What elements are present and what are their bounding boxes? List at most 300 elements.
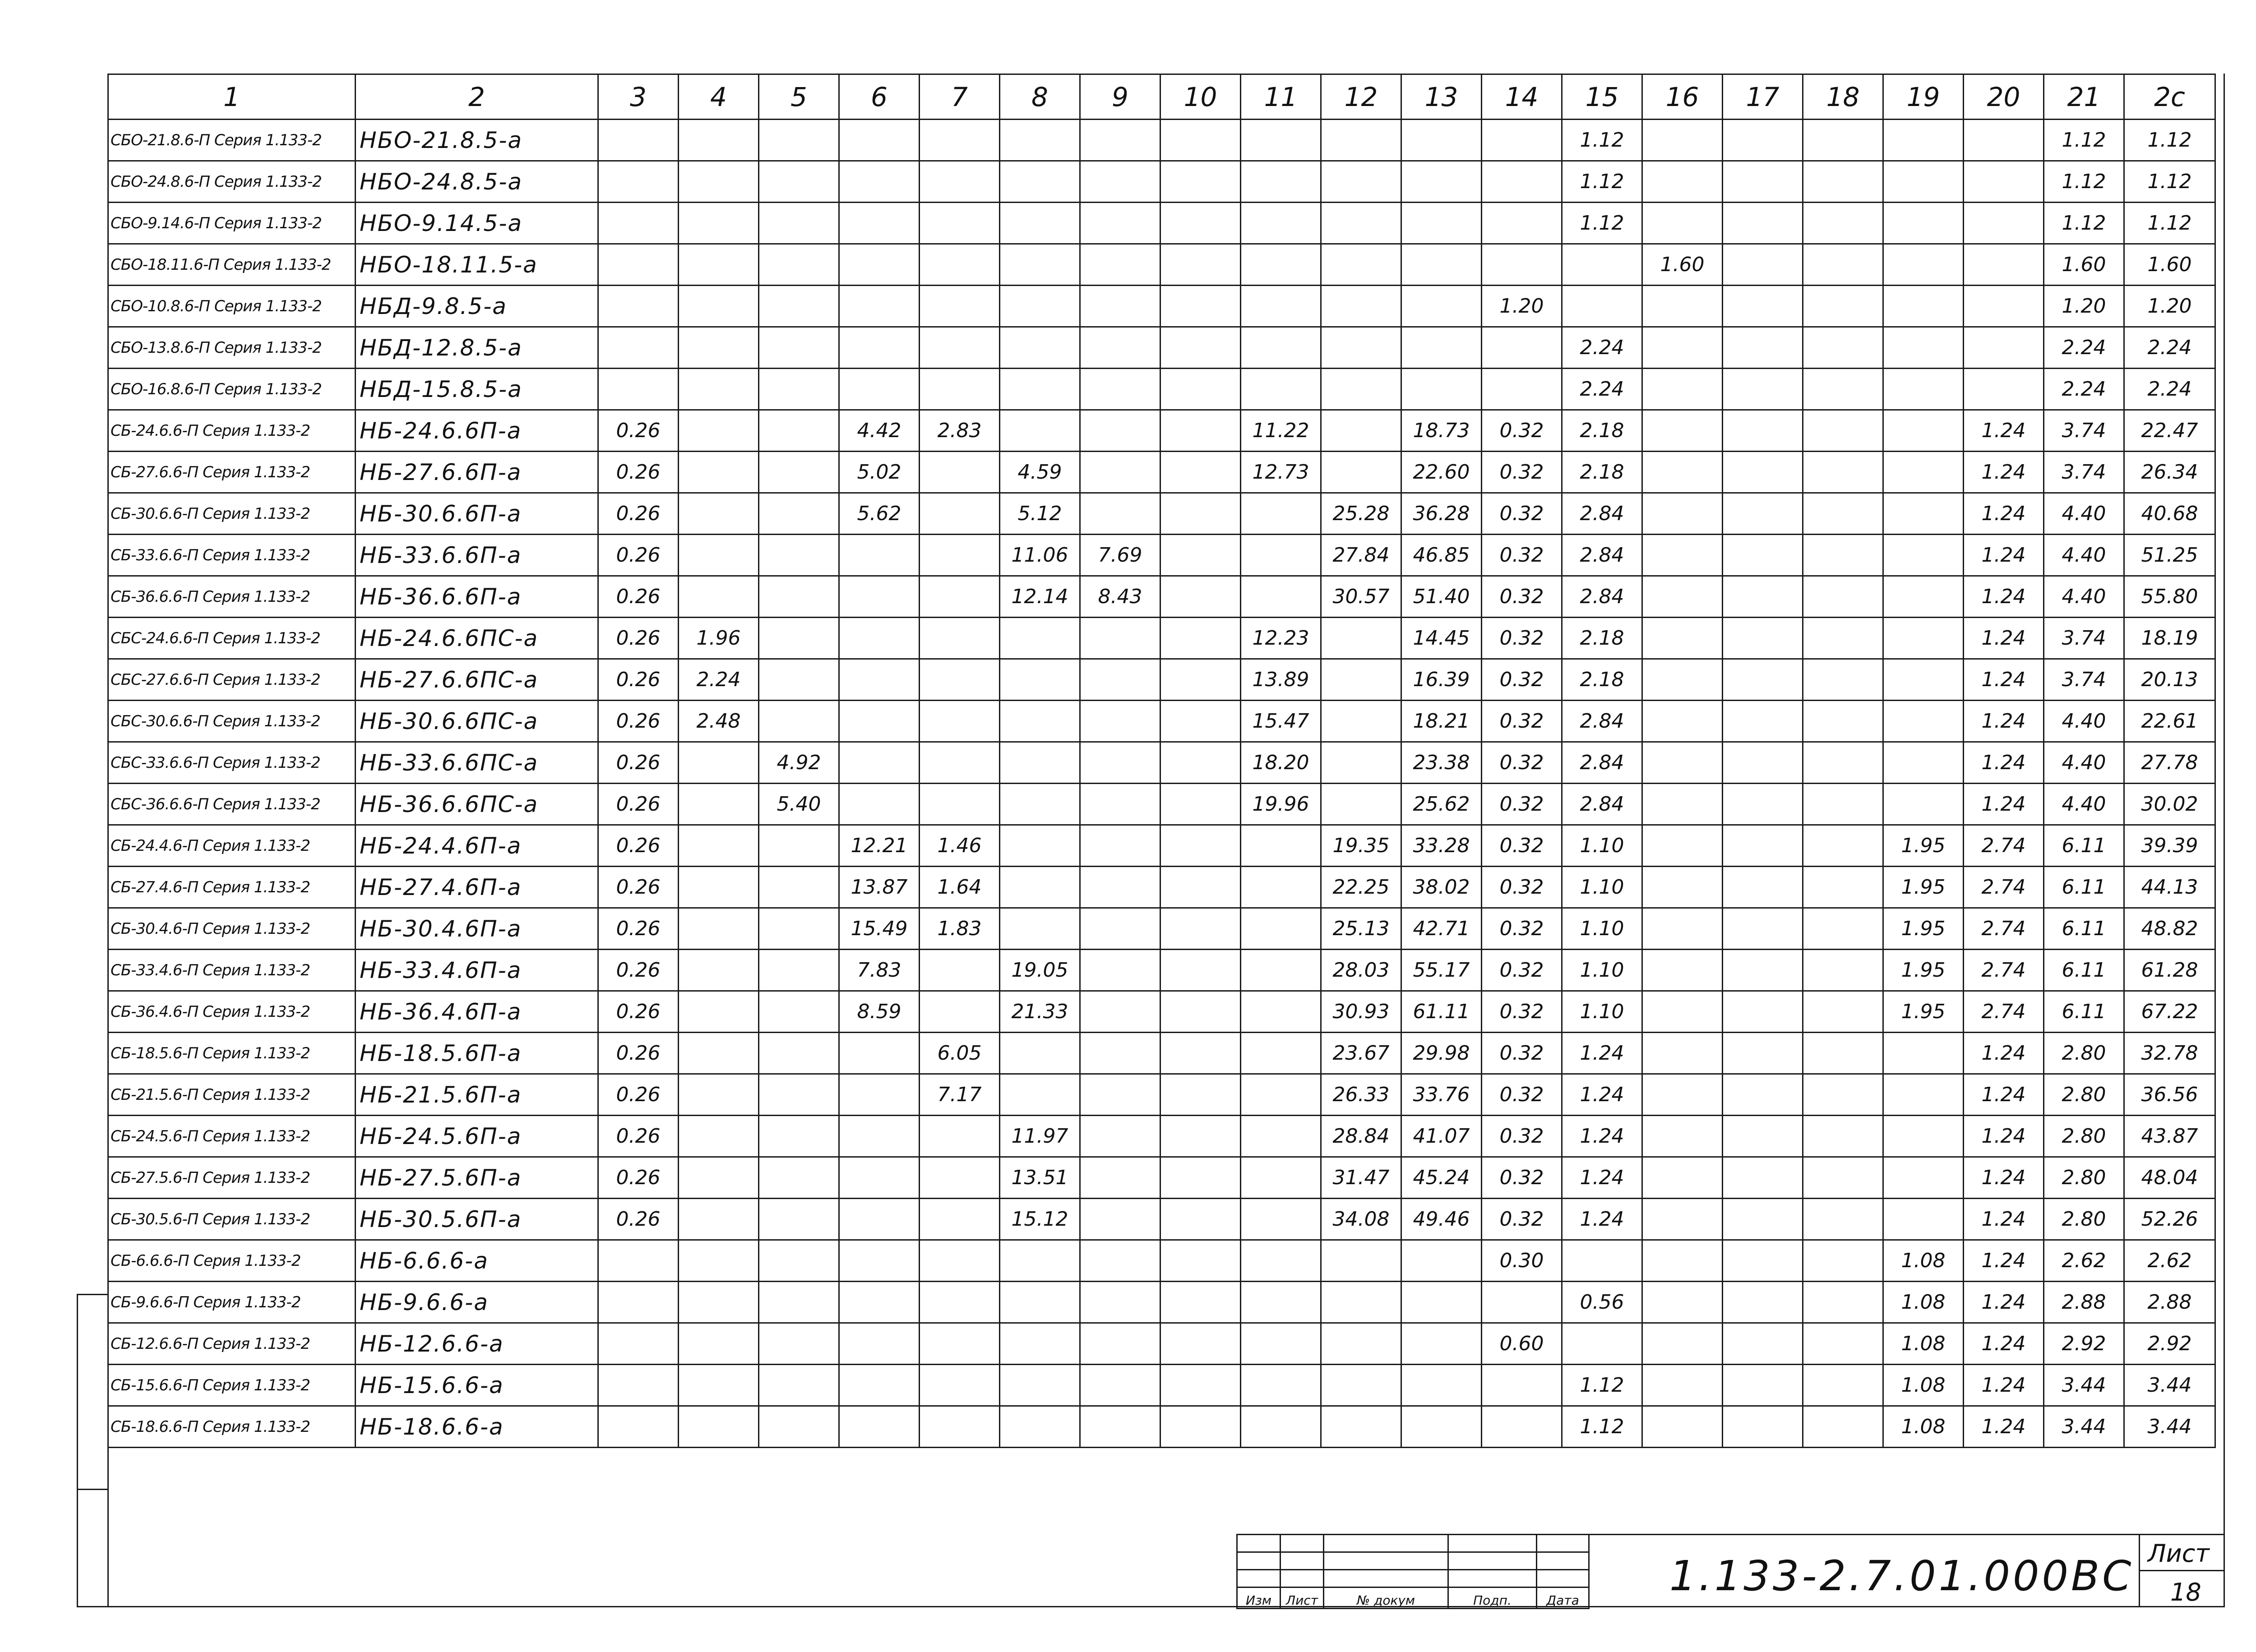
quantity-cell [1883, 161, 1964, 203]
quantity-cell [1000, 369, 1080, 410]
quantity-cell [839, 1074, 920, 1116]
quantity-cell [1241, 327, 1321, 369]
quantity-cell: 31.47 [1321, 1157, 1401, 1199]
table-row [108, 410, 2215, 452]
quantity-cell: 55.80 [2124, 576, 2215, 618]
quantity-cell: 51.40 [1401, 576, 1482, 618]
quantity-cell [679, 908, 759, 950]
quantity-cell [839, 535, 920, 576]
table-row [108, 908, 2215, 950]
quantity-cell [1803, 1240, 1883, 1282]
quantity-cell: 1.83 [920, 908, 1000, 950]
assembly-mark-cell: СБ-33.6.6-П Серия 1.133-2 [108, 535, 356, 576]
quantity-cell: 3.44 [2044, 1406, 2124, 1448]
quantity-cell: 52.26 [2124, 1199, 2215, 1240]
quantity-cell: 1.08 [1883, 1406, 1964, 1448]
quantity-cell [759, 1033, 839, 1074]
quantity-cell [1723, 493, 1803, 535]
quantity-cell: 2.24 [679, 659, 759, 701]
quantity-cell: 0.26 [598, 908, 679, 950]
quantity-cell: 1.24 [1964, 410, 2044, 452]
quantity-cell [1000, 161, 1080, 203]
quantity-cell [1080, 1240, 1160, 1282]
quantity-cell [839, 1033, 920, 1074]
quantity-cell [598, 286, 679, 327]
quantity-cell: 1.95 [1883, 991, 1964, 1033]
column-header-16: 16 [1642, 74, 1723, 120]
assembly-mark-cell: СБО-18.11.6-П Серия 1.133-2 [108, 244, 356, 286]
quantity-cell [1241, 493, 1321, 535]
quantity-cell: 1.24 [1964, 535, 2044, 576]
quantity-cell: 1.24 [1964, 452, 2044, 493]
quantity-cell [839, 784, 920, 825]
quantity-cell [598, 203, 679, 244]
quantity-cell: 0.26 [598, 493, 679, 535]
quantity-cell: 1.10 [1562, 825, 1642, 867]
table-row [108, 1033, 2215, 1074]
quantity-cell: 11.06 [1000, 535, 1080, 576]
column-header-4: 4 [679, 74, 759, 120]
quantity-cell [1241, 950, 1321, 991]
quantity-cell [759, 618, 839, 659]
quantity-cell [1642, 1406, 1723, 1448]
quantity-cell [679, 203, 759, 244]
quantity-cell [1080, 410, 1160, 452]
quantity-cell [679, 1240, 759, 1282]
quantity-cell [839, 1199, 920, 1240]
quantity-cell [1883, 286, 1964, 327]
quantity-cell [1160, 410, 1241, 452]
quantity-cell [1000, 1282, 1080, 1323]
quantity-cell [1723, 950, 1803, 991]
quantity-cell [1723, 1157, 1803, 1199]
quantity-cell: 4.42 [839, 410, 920, 452]
quantity-cell [1000, 1033, 1080, 1074]
quantity-cell: 1.12 [1562, 203, 1642, 244]
quantity-cell: 4.40 [2044, 742, 2124, 784]
assembly-mark-cell: СБ-30.4.6-П Серия 1.133-2 [108, 908, 356, 950]
quantity-cell: 61.28 [2124, 950, 2215, 991]
quantity-cell: 32.78 [2124, 1033, 2215, 1074]
quantity-cell: 30.57 [1321, 576, 1401, 618]
quantity-cell [1723, 1406, 1803, 1448]
column-header-18: 18 [1803, 74, 1883, 120]
table-row [108, 120, 2215, 161]
quantity-cell [679, 286, 759, 327]
table-row [108, 327, 2215, 369]
quantity-cell: 2.18 [1562, 659, 1642, 701]
quantity-cell [1723, 203, 1803, 244]
table-row [108, 825, 2215, 867]
quantity-cell [1642, 286, 1723, 327]
quantity-cell: 3.44 [2124, 1406, 2215, 1448]
quantity-cell: 1.24 [1964, 701, 2044, 742]
quantity-cell [1482, 327, 1562, 369]
quantity-cell: 0.32 [1482, 1033, 1562, 1074]
quantity-cell: 6.05 [920, 1033, 1000, 1074]
quantity-cell: 20.13 [2124, 659, 2215, 701]
quantity-cell [1642, 1365, 1723, 1406]
column-header-15: 15 [1562, 74, 1642, 120]
element-mark-cell: НБ-27.4.6П-а [356, 867, 598, 908]
quantity-cell: 6.11 [2044, 867, 2124, 908]
quantity-cell: 27.84 [1321, 535, 1401, 576]
assembly-mark-cell: СБ-27.5.6-П Серия 1.133-2 [108, 1157, 356, 1199]
quantity-cell [1803, 452, 1883, 493]
element-mark-cell: НБ-6.6.6-а [356, 1240, 598, 1282]
quantity-cell: 40.68 [2124, 493, 2215, 535]
quantity-cell [1080, 120, 1160, 161]
quantity-cell: 18.20 [1241, 742, 1321, 784]
quantity-cell: 0.26 [598, 1116, 679, 1157]
quantity-cell: 44.13 [2124, 867, 2215, 908]
quantity-cell [1562, 1323, 1642, 1365]
quantity-cell [679, 120, 759, 161]
quantity-cell: 1.60 [2124, 244, 2215, 286]
table-row [108, 1406, 2215, 1448]
quantity-cell [1883, 784, 1964, 825]
quantity-cell: 0.26 [598, 1157, 679, 1199]
quantity-cell [1883, 369, 1964, 410]
quantity-cell [1080, 1365, 1160, 1406]
quantity-cell [1883, 452, 1964, 493]
quantity-cell: 6.11 [2044, 991, 2124, 1033]
assembly-mark-cell: СБО-21.8.6-П Серия 1.133-2 [108, 120, 356, 161]
quantity-cell [598, 369, 679, 410]
quantity-cell [1241, 908, 1321, 950]
quantity-cell: 15.47 [1241, 701, 1321, 742]
quantity-cell [1723, 535, 1803, 576]
quantity-cell: 67.22 [2124, 991, 2215, 1033]
quantity-cell [679, 867, 759, 908]
quantity-cell [1883, 1199, 1964, 1240]
quantity-cell [1883, 327, 1964, 369]
quantity-cell: 2.80 [2044, 1157, 2124, 1199]
element-mark-cell: НБ-30.6.6П-а [356, 493, 598, 535]
quantity-cell [679, 1406, 759, 1448]
quantity-cell: 1.20 [2124, 286, 2215, 327]
table-row [108, 203, 2215, 244]
quantity-cell [1160, 535, 1241, 576]
element-mark-cell: НБ-15.6.6-а [356, 1365, 598, 1406]
quantity-cell: 4.40 [2044, 535, 2124, 576]
quantity-cell: 0.26 [598, 950, 679, 991]
quantity-cell [598, 1406, 679, 1448]
quantity-cell [920, 1116, 1000, 1157]
quantity-cell: 0.26 [598, 576, 679, 618]
quantity-cell [1803, 1365, 1883, 1406]
quantity-cell: 2.80 [2044, 1074, 2124, 1116]
quantity-cell: 2.84 [1562, 576, 1642, 618]
quantity-cell [1642, 991, 1723, 1033]
quantity-cell: 3.44 [2044, 1365, 2124, 1406]
quantity-cell [759, 286, 839, 327]
quantity-cell: 19.35 [1321, 825, 1401, 867]
column-header-1: 1 [108, 74, 356, 120]
quantity-cell [920, 1282, 1000, 1323]
quantity-cell [1160, 369, 1241, 410]
quantity-cell [598, 244, 679, 286]
quantity-cell: 2.80 [2044, 1199, 2124, 1240]
quantity-cell [1321, 120, 1401, 161]
quantity-cell [1883, 701, 1964, 742]
quantity-cell: 16.39 [1401, 659, 1482, 701]
quantity-cell: 18.73 [1401, 410, 1482, 452]
quantity-cell [1883, 203, 1964, 244]
quantity-cell [679, 1199, 759, 1240]
quantity-cell [1401, 327, 1482, 369]
quantity-cell [1080, 1323, 1160, 1365]
table-row [108, 161, 2215, 203]
quantity-cell [1803, 120, 1883, 161]
quantity-cell: 5.40 [759, 784, 839, 825]
quantity-cell [1723, 867, 1803, 908]
table-row [108, 244, 2215, 286]
quantity-cell [759, 1406, 839, 1448]
quantity-cell [1241, 1282, 1321, 1323]
quantity-cell [1642, 410, 1723, 452]
quantity-cell [1803, 161, 1883, 203]
element-mark-cell: НБ-30.5.6П-а [356, 1199, 598, 1240]
quantity-cell [1160, 493, 1241, 535]
column-header-22: 2c [2124, 74, 2215, 120]
quantity-cell [759, 120, 839, 161]
quantity-cell: 0.32 [1482, 493, 1562, 535]
quantity-cell [1401, 161, 1482, 203]
element-mark-cell: НБ-12.6.6-а [356, 1323, 598, 1365]
quantity-cell [759, 1323, 839, 1365]
quantity-cell: 21.33 [1000, 991, 1080, 1033]
quantity-cell [598, 1365, 679, 1406]
quantity-cell [1401, 1365, 1482, 1406]
quantity-cell [598, 120, 679, 161]
quantity-cell: 0.32 [1482, 1116, 1562, 1157]
document-number: 1.133-2.7.01.000ВС [1669, 1552, 2134, 1600]
quantity-cell [920, 1157, 1000, 1199]
quantity-cell: 2.74 [1964, 867, 2044, 908]
quantity-cell [1642, 161, 1723, 203]
quantity-cell [1562, 1240, 1642, 1282]
quantity-cell [1160, 1074, 1241, 1116]
quantity-cell: 4.40 [2044, 701, 2124, 742]
assembly-mark-cell: СБ-9.6.6-П Серия 1.133-2 [108, 1282, 356, 1323]
quantity-cell [1723, 161, 1803, 203]
quantity-cell: 0.26 [598, 410, 679, 452]
quantity-cell: 25.62 [1401, 784, 1482, 825]
quantity-cell: 22.47 [2124, 410, 2215, 452]
quantity-cell [1642, 1074, 1723, 1116]
quantity-cell [1000, 1240, 1080, 1282]
quantity-cell: 30.02 [2124, 784, 2215, 825]
assembly-mark-cell: СБ-36.6.6-П Серия 1.133-2 [108, 576, 356, 618]
assembly-mark-cell: СБС-24.6.6-П Серия 1.133-2 [108, 618, 356, 659]
quantity-cell: 2.18 [1562, 618, 1642, 659]
quantity-cell [679, 742, 759, 784]
assembly-mark-cell: СБО-10.8.6-П Серия 1.133-2 [108, 286, 356, 327]
quantity-cell [920, 327, 1000, 369]
quantity-cell: 4.92 [759, 742, 839, 784]
quantity-cell [1803, 742, 1883, 784]
quantity-cell [1642, 576, 1723, 618]
quantity-cell [1000, 825, 1080, 867]
quantity-cell: 7.83 [839, 950, 920, 991]
quantity-cell: 12.23 [1241, 618, 1321, 659]
quantity-cell [1241, 369, 1321, 410]
quantity-cell [1160, 161, 1241, 203]
quantity-cell: 0.32 [1482, 867, 1562, 908]
quantity-cell [1321, 203, 1401, 244]
quantity-cell: 2.80 [2044, 1116, 2124, 1157]
quantity-cell [1160, 1033, 1241, 1074]
quantity-cell [679, 1323, 759, 1365]
quantity-cell: 0.26 [598, 867, 679, 908]
quantity-cell [1080, 493, 1160, 535]
quantity-cell [1723, 286, 1803, 327]
sheet-number: 18 [2170, 1578, 2201, 1606]
quantity-cell: 29.98 [1401, 1033, 1482, 1074]
quantity-cell: 1.64 [920, 867, 1000, 908]
quantity-cell [1080, 161, 1160, 203]
table-row [108, 701, 2215, 742]
quantity-cell [1482, 1365, 1562, 1406]
quantity-cell: 5.12 [1000, 493, 1080, 535]
element-mark-cell: НБО-24.8.5-а [356, 161, 598, 203]
quantity-cell: 1.10 [1562, 908, 1642, 950]
quantity-cell [1803, 369, 1883, 410]
quantity-cell [920, 576, 1000, 618]
quantity-cell [1642, 742, 1723, 784]
column-header-12: 12 [1321, 74, 1401, 120]
element-mark-cell: НБ-24.6.6ПС-а [356, 618, 598, 659]
quantity-cell: 1.24 [1964, 1116, 2044, 1157]
quantity-cell: 36.56 [2124, 1074, 2215, 1116]
quantity-cell [1883, 493, 1964, 535]
quantity-cell: 49.46 [1401, 1199, 1482, 1240]
quantity-cell [1321, 742, 1401, 784]
quantity-cell [679, 1365, 759, 1406]
quantity-cell [839, 120, 920, 161]
quantity-cell: 27.78 [2124, 742, 2215, 784]
quantity-cell [759, 659, 839, 701]
quantity-cell: 11.22 [1241, 410, 1321, 452]
quantity-cell: 28.03 [1321, 950, 1401, 991]
quantity-cell: 0.26 [598, 1074, 679, 1116]
column-header-14: 14 [1482, 74, 1562, 120]
column-header-8: 8 [1000, 74, 1080, 120]
quantity-cell [679, 369, 759, 410]
quantity-cell [1964, 244, 2044, 286]
quantity-cell [1160, 742, 1241, 784]
stamp-label-sign: Подп. [1448, 1587, 1537, 1609]
quantity-cell [1723, 1199, 1803, 1240]
quantity-cell [1642, 1157, 1723, 1199]
quantity-cell [1964, 286, 2044, 327]
quantity-cell [920, 1323, 1000, 1365]
bottom-frame-line [77, 1606, 2224, 1607]
quantity-cell [839, 161, 920, 203]
quantity-cell: 1.24 [1562, 1199, 1642, 1240]
quantity-cell [1642, 659, 1723, 701]
element-mark-cell: НБД-12.8.5-а [356, 327, 598, 369]
quantity-cell [1723, 327, 1803, 369]
quantity-cell [1241, 1365, 1321, 1406]
quantity-cell: 0.32 [1482, 659, 1562, 701]
quantity-cell [1160, 203, 1241, 244]
quantity-cell [1080, 1116, 1160, 1157]
quantity-cell: 6.11 [2044, 825, 2124, 867]
quantity-cell [1803, 535, 1883, 576]
quantity-cell [1482, 369, 1562, 410]
quantity-cell [759, 1282, 839, 1323]
quantity-cell: 2.92 [2124, 1323, 2215, 1365]
right-frame-line [2224, 74, 2225, 1607]
quantity-cell [839, 576, 920, 618]
quantity-cell [1160, 618, 1241, 659]
quantity-cell: 1.95 [1883, 908, 1964, 950]
quantity-cell [759, 908, 839, 950]
assembly-mark-cell: СБС-27.6.6-П Серия 1.133-2 [108, 659, 356, 701]
quantity-cell: 12.14 [1000, 576, 1080, 618]
quantity-cell [920, 950, 1000, 991]
table-row [108, 286, 2215, 327]
quantity-cell: 1.46 [920, 825, 1000, 867]
element-mark-cell: НБ-33.4.6П-а [356, 950, 598, 991]
column-header-5: 5 [759, 74, 839, 120]
quantity-cell: 1.12 [2044, 120, 2124, 161]
quantity-cell [1241, 286, 1321, 327]
quantity-cell [1642, 701, 1723, 742]
quantity-cell: 13.87 [839, 867, 920, 908]
margin-tick-top [77, 1294, 108, 1295]
quantity-cell: 0.26 [598, 659, 679, 701]
assembly-mark-cell: СБ-36.4.6-П Серия 1.133-2 [108, 991, 356, 1033]
quantity-cell [1964, 369, 2044, 410]
quantity-cell [1080, 286, 1160, 327]
quantity-cell [1964, 161, 2044, 203]
quantity-cell [839, 701, 920, 742]
quantity-cell [679, 1074, 759, 1116]
quantity-cell [1241, 535, 1321, 576]
quantity-cell: 1.24 [1964, 493, 2044, 535]
quantity-cell [920, 120, 1000, 161]
stamp-label-date: Дата [1537, 1587, 1589, 1609]
quantity-cell [1241, 1116, 1321, 1157]
element-mark-cell: НБ-36.6.6ПС-а [356, 784, 598, 825]
quantity-cell [920, 1406, 1000, 1448]
table-body [108, 120, 2215, 1448]
quantity-cell [1883, 120, 1964, 161]
element-mark-cell: НБО-21.8.5-а [356, 120, 598, 161]
quantity-cell [1000, 908, 1080, 950]
quantity-cell: 1.24 [1562, 1157, 1642, 1199]
quantity-cell: 0.32 [1482, 1157, 1562, 1199]
column-header-7: 7 [920, 74, 1000, 120]
table-row [108, 576, 2215, 618]
quantity-cell: 0.60 [1482, 1323, 1562, 1365]
quantity-cell [1401, 286, 1482, 327]
quantity-cell: 0.32 [1482, 784, 1562, 825]
quantity-cell [679, 1116, 759, 1157]
quantity-cell [1000, 618, 1080, 659]
table-row [108, 950, 2215, 991]
quantity-cell [1321, 452, 1401, 493]
quantity-cell [920, 203, 1000, 244]
quantity-cell [1803, 1074, 1883, 1116]
quantity-cell: 0.32 [1482, 742, 1562, 784]
quantity-cell: 1.24 [1964, 1365, 2044, 1406]
quantity-cell: 3.74 [2044, 410, 2124, 452]
quantity-cell: 38.02 [1401, 867, 1482, 908]
